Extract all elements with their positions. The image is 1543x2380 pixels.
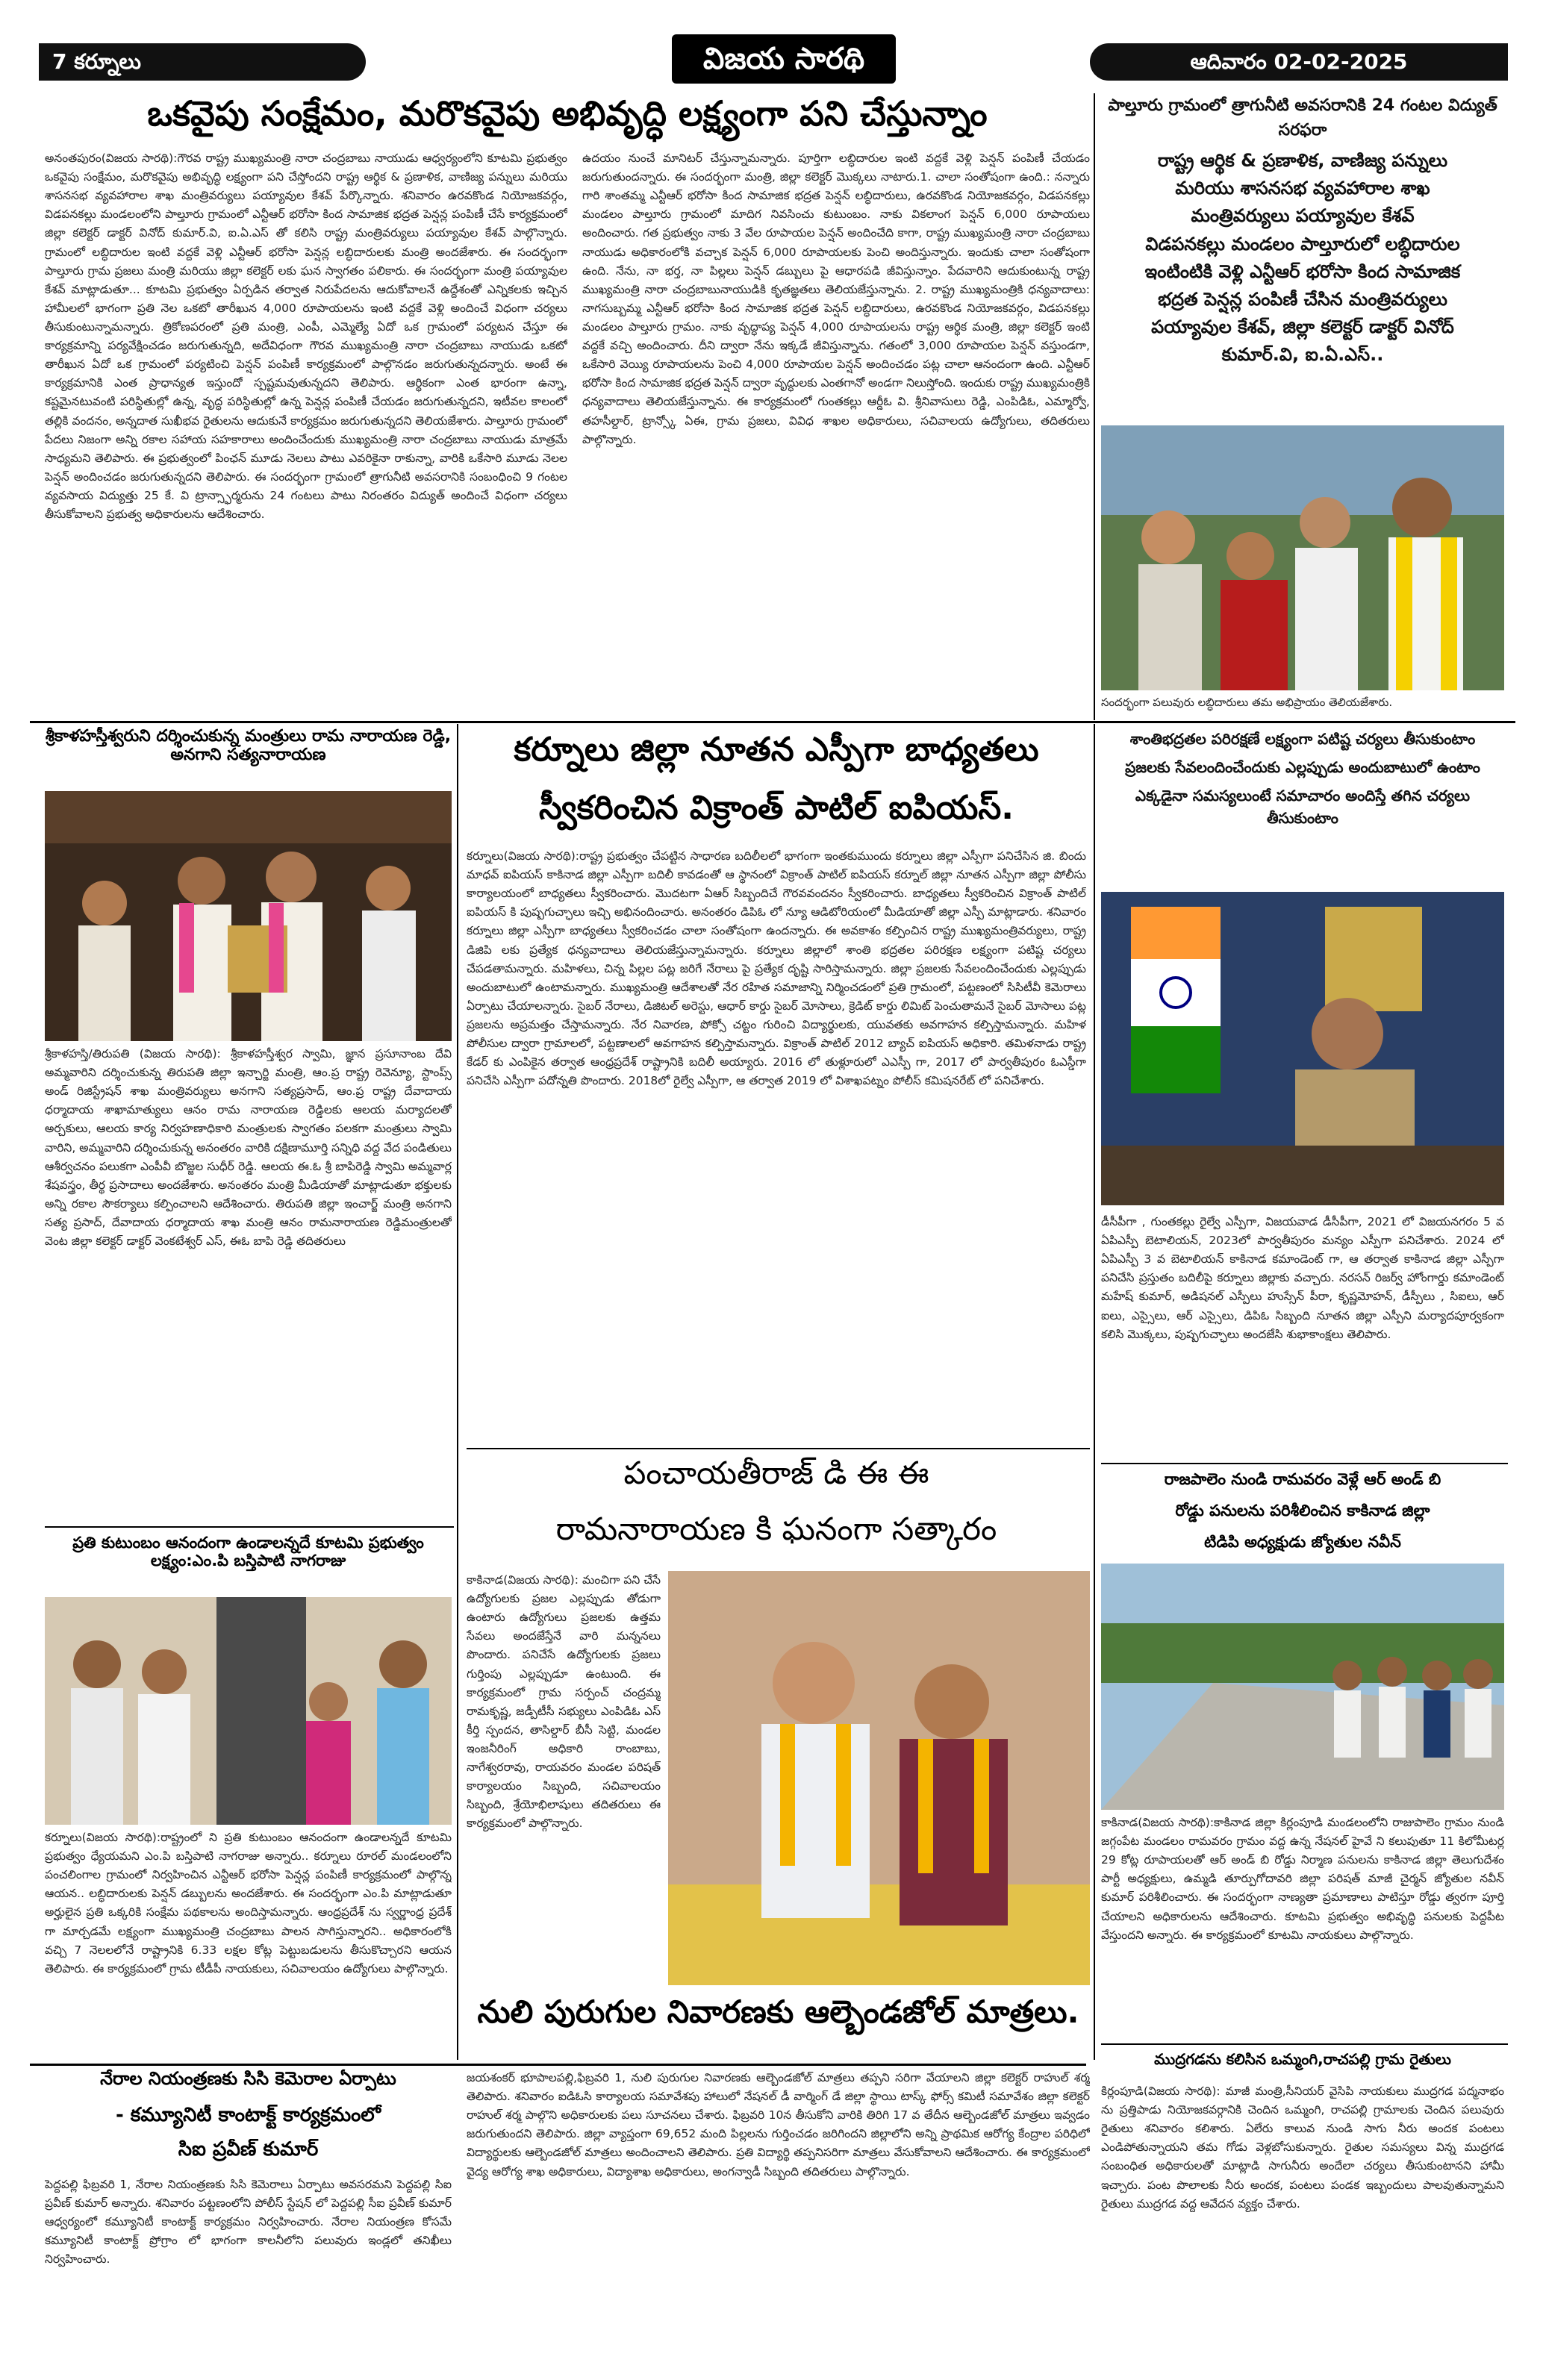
sidebar-top-line: భద్రత పెన్షన్ల పంపిణీ చేసిన మంత్రివర్యులు (1158, 288, 1447, 310)
cctv-headline-line1: నేరాల నియంత్రణకు సిసి కెమెరాల ఏర్పాటు (100, 2069, 396, 2089)
srikalahasti-headline: శ్రీకాళహస్తీశ్వరుని దర్శించుకున్న మంత్రులు రామ నారాయణ రెడ్డి, అనగాని సత్యనారాయణ (45, 727, 452, 765)
sidebar-sp-line: ఎక్కడైనా సమస్యలుంటే సమాచారం అందిస్తే తగిన చర్యలు తీసుకుంటాం (1135, 787, 1471, 827)
road-headline-line3: టిడిపి అధ్యక్షుడు జ్యోతుల నవీన్ (1204, 1533, 1401, 1551)
column-divider (457, 724, 458, 2060)
nagaraju-headline: ప్రతి కుటుంబం ఆనందంగా ఉండాలన్నదే కూటమి ప్రభుత్వం లక్ష్యం:ఎం.పి బస్తిపాటి నాగరాజు (72, 1534, 424, 1570)
sidebar-top-caption: సందర్భంగా పలువురు లబ్ధిదారులు తమ అభిప్రాయం తెలియజేశారు. (1101, 696, 1393, 709)
sidebar-top (1101, 93, 1504, 422)
road-headline-line2: రోడ్డు పనులను పరిశీలించిన కాకినాడ జిల్లా (1175, 1502, 1430, 1519)
road-body: కాకినాడ(విజయ సారథి):కాకినాడ జిల్లా కిర్లంపూడి మండలంలోని రాజుపాలెం గ్రామం నుండి జగ్గంపేట మండలం రామవరం గ్రామం వద్ద ఉన్న నేషనల్ హైవే ని కలుపుతూ 11 కిలోమీటర్ల 29 కోట్ల రూపాయలతో ఆర్ అండ్ బి రోడ్డు నిర్మాణ పనులను కాకినాడ జిల్లా తెలుగుదేశం పార్టీ అధ్యక్షులు, ఉమ్మడి తూర్పుగోదావరి జిల్లా పరిషత్ మాజీ చైర్మన్ జ్యోతుల నవీన్ కుమార్ పరిశీలించారు. ఈ సందర్భంగా నాణ్యతా ప్రమాణాలు పాటిస్తూ రోడ్డు త్వరగా పూర్తి చేయాలని అధికారులను ఆదేశించారు. కూటమి ప్రభుత్వం అభివృద్ధి పనులకు పెద్దపీట వేస్తుందని అన్నారు. ఈ కార్యక్రమంలో కూటమి నాయకులు పాల్గొన్నారు. (1101, 1816, 1504, 1942)
sidebar-top-line: రాష్ట్ర ఆర్థిక & ప్రణాళిక, వాణిజ్య పన్నులు (1157, 150, 1448, 171)
masthead (0, 0, 1543, 96)
cctv-headline-line3: సిఐ ప్రవీణ్ కుమార్ (178, 2139, 319, 2161)
sidebar-top-line: ఇంటింటికి వెళ్లి ఎన్టీఆర్ భరోసా కింద సామాజిక (1144, 260, 1461, 282)
srikalahasti-body: శ్రీకాళహస్తి/తిరుపతి (విజయ సారథి): శ్రీకాళహస్తీశ్వర స్వామి, జ్ఞాన ప్రసూనాంబ దేవి అమ్మవారిని దర్శించుకున్న తిరుపతి జిల్లా ఇన్చార్జి మంత్రి, ఆం.ప్ర రాష్ట్ర రెవెన్యూ, స్టాంప్స్ అండ్ రిజిస్ట్రేషన్ శాఖ మంత్రివర్యులు అనగాని సత్యప్రసాద్, ఆం.ప్ర రాష్ట్ర దేవాదాయ ధర్మాదాయ శాఖామాత్యులు ఆనం రామ నారాయణ రెడ్డిలకు ఆలయ మర్యాదలతో అర్చకులు, ఆలయ కార్య నిర్వహణాధికారి మంత్రులకు స్వాగతం పలకగా మంత్రులు స్వామి వారిని, అమ్మవారిని దర్శించుకున్న అనంతరం వారికి దక్షిణామూర్తి సన్నిధి వద్ద వేద పండితులు ఆశీర్వచనం పలుకగా ఎంపీవీ బొజ్జల సుధీర్ రెడ్డి. ఆలయ ఈ.ఓ శ్రీ బాపిరెడ్డి స్వామి అమ్మవార్ల శేషవస్త్రం, తీర్థ ప్రసాదాలు అందజేశారు. అనంతరం మంత్రి మీడియాతో మాట్లాడుతూ భక్తులకు అన్ని రకాల సౌకర్యాలు కల్పించాలని ఆదేశించారు. తిరుపతి జిల్లా ఇంచార్జ్ మంత్రి అనగాని సత్య ప్రసాద్, దేవాదాయ ధర్మాదాయ శాఖ మంత్రి ఆనం రామనారాయణ రెడ్డిమంత్రులతో వెంట జిల్లా కలెక్టర్ డాక్టర్ వెంకటేశ్వర్ ఎస్, ఈఓ బాపి రెడ్డి తదితరులు (45, 1047, 452, 1249)
divider (30, 721, 1515, 723)
sidebar-sp (1101, 728, 1504, 884)
temple-visit-photo (45, 791, 452, 1041)
column-divider (1094, 724, 1095, 2060)
road-headline-line1: రాజపాలెం నుండి రామవరం వెళ్లే ఆర్ అండ్ బి (1164, 1470, 1441, 1488)
paper-name: విజయ సారథి (672, 34, 896, 84)
sidebar-top-line: కుమార్.వి, ఐ.ఏ.ఎస్.. (1221, 344, 1384, 366)
nagaraju-body: కర్నూలు(విజయ సారథి):రాష్ట్రంలో ని ప్రతి కుటుంబం ఆనందంగా ఉండాలన్నదే కూటమి ప్రభుత్వం ధ్యేయమని ఎం.పి బస్తిపాటి నాగరాజు అన్నారు.. కర్నూలు రూరల్ మండలంలోని పంచలింగాల గ్రామంలో నిర్వహించిన ఎన్టీఆర్ భరోసా పెన్షన్ల పంపిణీ కార్యక్రమంలో పాల్గొన్న ఆయన.. లబ్ధిదారులకు పెన్షన్ డబ్బులను అందజేశారు. ఈ సందర్భంగా ఎం.పి మాట్లాడుతూ అర్హులైన ప్రతి ఒక్కరికి సంక్షేమ పథకాలను అందిస్తామన్నారు. ఆంధ్రప్రదేశ్ ను స్వర్ణాంధ్ర ప్రదేశ్ గా మార్చడమే లక్ష్యంగా ముఖ్యమంత్రి చంద్రబాబు పాలన సాగిస్తున్నారని.. అధికారంలోకి వచ్చి 7 నెలలలోనే రాష్ట్రానికి 6.33 లక్షల కోట్ల పెట్టుబడులను తీసుకొచ్చారని ఆయన తెలిపారు. ఈ కార్యక్రమంలో గ్రామ టీడీపీ నాయకులు, సచివాలయం ఉద్యోగులు పాల్గొన్నారు. (45, 1831, 452, 1975)
divider (467, 1448, 1090, 1449)
sidebar-sp-line: ప్రజలకు సేవలందించేందుకు ఎల్లప్పుడు అందుబాటులో ఉంటాం (1125, 758, 1480, 776)
albendazole-headline: నులి పురుగుల నివారణకు ఆల్బెండజోల్ మాత్రలు. (477, 1994, 1079, 2030)
pension-distribution-photo (1101, 425, 1504, 690)
panchayat-body: కాకినాడ(విజయ సారథి): మంచిగా పని చేసే ఉద్యోగులకు ప్రజల ఎల్లప్పుడు తోడుగా ఉంటారు ఉద్యోగులు ప్రజలకు ఉత్తమ సేవలు అందజేస్తేనే వారి మన్ననలు పొందారు. పనిచేసే ఉద్యోగులకు ప్రజలు గుర్తింపు ఎల్లప్పుడూ ఉంటుంది. ఈ కార్యక్రమంలో గ్రామ సర్పంచ్ చంద్రమ్మ రామకృష్ణ, జడ్పీటీసీ సభ్యులు ఎంపిడిఓ ఎస్ కీర్తి స్పందన, తాసిల్దార్ బీసీ సెట్టి, మండల ఇంజనీరింగ్ అధికారి రాంబాబు, నాగేశ్వరరావు, రాయవరం మండల పరిషత్ కార్యాలయం సిబ్బంది, సచివాలయం సిబ్బంది, శ్రేయోభిలాషులు తదితరులు ఈ కార్యక్రమంలో పాల్గొన్నారు. (467, 1573, 661, 1831)
sidebar-top-line: పయ్యావుల కేశవ్, జిల్లా కలెక్టర్ డాక్టర్ వినోద్ (1151, 316, 1454, 338)
sidebar-sp-caption: డీసీపీగా , గుంతకల్లు రైల్వే ఎస్పీగా, విజయవాడ డీసీపీగా, 2021 లో విజయనగరం 5 వ ఏపిఎస్పీ బెటాలియన్, 2023లో పార్వతీపురం మన్యం ఎస్పీగా పనిచేశారు. 2024 లో ఏపిఎస్పీ 3 వ బెటాలియన్ కాకినాడ కమాండెంట్ గా, ఆ తర్వాత కాకినాడ జిల్లా ఎస్పీగా పనిచేసి ప్రస్తుతం బదిలీపై కర్నూలు జిల్లాకు వచ్చారు. నరసన్ రిజర్వ్ హోంగార్డు కమాండెంట్ మహేష్ కుమార్, అడిషనల్ ఎస్పీలు హుస్సేన్ పీరా, కృష్ణమోహన్, డీస్పీలు , సిఐలు, ఆర్ ఐలు, ఎస్సైలు, ఆర్ ఎస్సైలు, డిపిఓ సిబ్బంది నూతన జిల్లా ఎస్పీని మర్యాదపూర్వకంగా కలిసి మొక్కలు, పుష్పగుచ్ఛాలు అందజేసి శుభాకాంక్షలు తెలిపారు. (1101, 1215, 1504, 1341)
sp-body: కర్నూలు(విజయ సారథి):రాష్ట్ర ప్రభుత్వం చేపట్టిన సాధారణ బదిలీలలో భాగంగా ఇంతకుముందు కర్నూలు జిల్లా ఎస్పీగా పనిచేసిన జి. బిందు మాధవ్ ఐపియస్ కాకినాడ జిల్లా ఎస్పీగా బదిలీ కావడంతో ఆ స్థానంలో విక్రాంత్ పాటిల్ ఐపియస్ కర్నూల్ జిల్లా నూతన ఎస్పీగా జిల్లా పోలీసు కార్యాలయంలో బాధ్యతలు స్వీకరించారు. మొదటగా ఏఆర్ సిబ్బందిచే గౌరవవందనం స్వీకరించారు. బాధ్యతలు స్వీకరించిన విక్రాంత్ పాటిల్ ఐపియస్ కి పుష్పగుచ్ఛాలు ఇచ్చి అభినందించారు. అనంతరం డిపిఓ లో న్యూ ఆడిటోరియంలో మీడియాతో జిల్లా ఎస్పీ మాట్లాడారు. శనివారం కర్నూలు జిల్లా ఎస్పీగా బాధ్యతలు స్వీకరించడం చాలా సంతోషంగా ఉందన్నారు. ఈ అవకాశం కల్పించిన రాష్ట్ర ముఖ్యమంత్రివర్యులు, రాష్ట్ర డిజిపి లకు ప్రత్యేక ధన్యవాదాలు తెలియజేస్తున్నామన్నారు. కర్నూలు జిల్లాలో శాంతి భద్రతల పరిరక్షణ లక్ష్యంగా పటిష్ట చర్యలు చేపడతామన్నారు. మహిళలు, చిన్న పిల్లల పట్ల జరిగే నేరాలు పై ప్రత్యేక దృష్టి సారిస్తామన్నారు. జిల్లా ప్రజలకు సేవలందించేందుకు ఎల్లప్పుడు అందుబాటులో ఉంటామన్నారు. ముఖ్యమంత్రి ఆదేశాలతో నేర రహిత సమాజాన్ని నిర్మించడంలో ప్రతి గ్రామంలో, పట్టణంలో సిసిటీవీ కెమెరాలు ఏర్పాటు చేయాలన్నారు. సైబర్ నేరాలు, డిజిటల్ అరెస్టు, ఆధార్ కార్డు సైబర్ మోసాలు, క్రెడిట్ కార్డు లిమిట్ పెంచుతామనే సైబర్ మోసాలు పట్ల ప్రజలను అప్రమత్తం చేస్తామన్నారు. నేర నివారణ, పోక్సో చట్టం గురించి విద్యార్థులకు, యువతకు అవగాహన కల్పిస్తామన్నారు. మహిళ పోలీసుల ద్వారా గ్రామాలలో, పట్టణాలలో అవగాహన కల్పిస్తామన్నారు. విక్రాంత్ పాటిల్ 2012 బ్యాచ్ ఐపియస్ అధికారి. తమిళనాడు రాష్ట్ర కేడర్ కు ఎంపికైన తర్వాత ఆంధ్రప్రదేశ్ రాష్ట్రానికి బదిలీ అయ్యారు. 2016 లో తుళ్లూరులో ఎఎస్పీ గా, 2017 లో పార్వతీపురం ఓఎస్డీగా పనిచేసి ఎస్పీగా పదోన్నతి పొందారు. 2018లో రైల్వే ఎస్పీగా, ఆ తర్వాత 2019 లో విశాఖపట్నం పోలీస్ కమిషనరేట్ లో పనిచేశారు. (467, 849, 1086, 1088)
sp-headline-line2: స్వీకరించిన విక్రాంత్ పాటిల్ ఐపియస్. (539, 790, 1014, 827)
albendazole-body: జయశంకర్ భూపాలపల్లి,ఫిబ్రవరి 1, నులి పురుగుల నివారణకు ఆల్బెండజోల్ మాత్రలు తప్పని సరిగా వేయాలని జిల్లా కలెక్టర్ రాహుల్ శర్మ తెలిపారు. శనివారం ఐడిఓసి కార్యాలయ సమావేశపు హాలులో నేషనల్ డీ వార్మింగ్ డే జిల్లా స్థాయి టాస్క్ ఫోర్స్ కమిటీ సమావేశం జిల్లా కలెక్టర్ రాహుల్ శర్మ పాల్గొని అధికారులకు పలు సూచనలు చేశారు. ఫిబ్రవరి 10న తీసుకోని వారికి తిరిగి 17 వ తేదీన ఆల్బెండజోల్ మాత్రలు ఇవ్వడం జరుగుతుందని తెలిపారు. జిల్లా వ్యాప్తంగా 69,652 మంది పిల్లలను గుర్తించడం జరిగిందని జిల్లాలోని అన్ని ప్రాథమిక ఆరోగ్య కేంద్రాల పరిధిలో విద్యార్థులకు ఆల్బెండజోల్ మాత్రలు అందించాలని తెలిపారు. ప్రతి విద్యార్థి తప్పనిసరిగా మాత్రలు వేసుకోవాలని ఆదేశించారు. ఈ కార్యక్రమంలో వైద్య ఆరోగ్య శాఖ అధికారులు, విద్యాశాఖ అధికారులు, అంగన్వాడీ సిబ్బంది తదితరులు పాల్గొన్నారు. (467, 2071, 1090, 2178)
story1-col1: అనంతపురం(విజయ సారథి):గౌరవ రాష్ట్ర ముఖ్యమంత్రి నారా చంద్రబాబు నాయుడు ఆధ్వర్యంలోని కూటమి ప్రభుత్వం ఒకవైపు సంక్షేమం, మరొకవైపు అభివృద్ధి లక్ష్యంగా పని చేస్తోందని రాష్ట్ర ఆర్థిక & ప్రణాళిక, వాణిజ్య పన్నులు మరియు శాసనసభ వ్యవహారాల శాఖ మంత్రివర్యులు పయ్యావుల కేశవ్ పేర్కొన్నారు. శనివారం ఉరవకొండ నియోజకవర్గం, విడపనకల్లు మండలంలోని పాల్తూరు గ్రామంలో ఎన్టీఆర్ భరోసా కింద సామాజిక భద్రత పెన్షన్ల పంపిణీ చేసే కార్యక్రమంలో జిల్లా కలెక్టర్ డాక్టర్ వినోద్ కుమార్.వి, ఐ.ఏ.ఎస్ తో కలిసి రాష్ట్ర మంత్రివర్యులు పయ్యావుల కేశవ్ పాల్గొన్నారు. గ్రామంలో లబ్ధిదారుల ఇంటి వద్దకే వెళ్లి ఎన్టీఆర్ భరోసా పెన్షన్ల లబ్ధిదారులకు మంత్రి అందజేశారు. ఈ సందర్భంగా పాల్తూరు గ్రామ ప్రజలు మంత్రి మరియు జిల్లా కలెక్టర్ లకు ఘన స్వాగతం పలికారు. ఈ సందర్భంగా మంత్రి పయ్యావుల కేశవ్ మాట్లాడుతూ... కూటమి ప్రభుత్వం ఏర్పడిన తర్వాత నిరుపేదలను ఆదుకోవాలనే ఉద్దేశంతో ఎన్నికలకు ఇచ్చిన హామీలలో భాగంగా ప్రతి నెల ఒకటో తారీఖున 4,000 రూపాయలను ఇంటి వద్దకే వెళ్లి అందించే విధంగా చర్యలు తీసుకుంటున్నామన్నారు. త్రికోణపరంలో ప్రతి మంత్రి, ఎంపీ, ఎమ్మెల్యే ఏదో ఒక గ్రామంలో పర్యటన చేస్తూ ఈ కార్యక్రమాన్ని పర్యవేక్షించడం జరుగుతున్నది, అదేవిధంగా గౌరవ ముఖ్యమంత్రి నారా చంద్రబాబు నాయుడు ఒకటో తారీఖున ఏదో ఒక గ్రామంలో పర్యటించి పెన్షన్ పంపిణీ కార్యక్రమంలో పాల్గొనడం జరుగుతున్నదన్నారు. అంటే ఈ కార్యక్రమానికి ఎంత ప్రాధాన్యత ఇస్తుందో స్పష్టమవుతున్నదని తెలిపారు. ఆర్థికంగా ఎంత భారంగా ఉన్నా, కష్టమైనటువంటి పరిస్థితుల్లో ఉన్న, వృద్ధ పరిస్థితుల్లో ఉన్న పెన్షన్ల పంపిణీ చేయడం జరుగుతున్నదని, ఇటీవల కాలంలో తల్లికి వందనం, అన్నదాత సుఖీభవ రైతులను ఆదుకునే కార్యక్రమం జరుగుతున్నదని తెలియజేశారు. పాల్తూరు గ్రామంలో పేదలు నిజంగా అన్ని రకాల సహాయ సహకారాలు అందించేందుకు ముఖ్యమంత్రి నారా చంద్రబాబు నాయుడు మాత్రమే సాధ్యమని తెలిపారు. ఈ ప్రభుత్వంలో పింఛన్ మూడు నెలలు పాటు ఎవరికైనా రాకున్నా, వారికి ఒకేసారి మూడు నెలల పెన్షన్ అందించడం జరుగుతున్నదని తెలిపారు. ఈ సందర్భంగా గ్రామంలో త్రాగునీటి అవసరానికి సంబంధించి 9 గంటల వ్యవసాయ విద్యుత్తు 25 కే. వి ట్రాన్స్ఫార్మరును 24 గంటలు పాటు నిరంతరం విద్యుత్ అందించే విధంగా చర్యలు తీసుకోవాలని ప్రభుత్వ అధికారులను ఆదేశించారు. (45, 152, 567, 522)
column-divider (1094, 93, 1095, 720)
felicitation-photo (668, 1571, 1090, 1985)
page-label: 7 కర్నూలు (39, 43, 366, 81)
panchayat-headline-line2: రామనారాయణ కి ఘనంగా సత్కారం (555, 1511, 997, 1547)
story1-col2: ఉదయం నుంచే మానిటర్ చేస్తున్నామన్నారు. పూర్తిగా లబ్ధిదారుల ఇంటి వద్దకే వెళ్లి పెన్షన్ పంపిణీ చేయడం జరుగుతుందన్నారు. ఈ సందర్భంగా మంత్రి, జిల్లా కలెక్టర్ మొక్కలు నాటారు.1. చాలా సంతోషంగా ఉంది.: నన్నారు గారి శాంతమ్మ ఎన్టీఆర్ భరోసా కింద సామాజిక భద్రత పెన్షన్ లబ్ధిదారులు, ఉరవకొండ నియోజకవర్గం, విడపనకల్లు మండలం పాల్తూరు గ్రామంలో మాదిగ నివసించు కుటుంబం. నాకు వికలాంగ పెన్షన్ 6,000 రూపాయలు అందించారు. గత ప్రభుత్వం నాకు 3 వేల రూపాయల పెన్షన్ అందించేది కాగా, రాష్ట్ర ముఖ్యమంత్రి నారా చంద్రబాబు నాయుడు అధికారంలోకి వచ్చాక పెన్షన్ 6,000 రూపాయలకు పెంచి అందిస్తున్నారు. ఇందుకు చాలా సంతోషంగా ఉంది. నేను, నా భర్త, నా పిల్లలు పెన్షన్ డబ్బులు పై ఆధారపడి జీవిస్తున్నాం. పేదవారిని ఆదుకుంటున్న రాష్ట్ర ముఖ్యమంత్రి నారా చంద్రబాబునాయుడికి కృతజ్ఞతలు తెలియజేస్తున్నాను. 2. రాష్ట్ర ముఖ్యమంత్రికి ధన్యవాదాలు: నాగసుబ్బమ్మ ఎన్టీఆర్ భరోసా కింద సామాజిక భద్రత పెన్షన్ లబ్ధిదారులు, ఉరవకొండ నియోజకవర్గం, విడపనకల్లు మండలం పాల్తూరు గ్రామం. నాకు వృద్ధాప్య పెన్షన్ 4,000 రూపాయలను రాష్ట్ర ఆర్థిక మంత్రి, జిల్లా కలెక్టర్ ఇంటి వద్దకే వచ్చి అందించారు. దీని ద్వారా నేను ఇక్కడే జీవిస్తున్నాను. గతంలో 3,000 రూపాయల పెన్షన్ వస్తుండగా, ఒకేసారి వెయ్యి రూపాయలను పెంచి 4,000 రూపాయల పెన్షన్ అందించడం పట్ల చాలా ఆనందంగా ఉంది. ఎన్టీఆర్ భరోసా కింద సామాజిక భద్రత పెన్షన్ ద్వారా వృద్ధులకు ఎంతగానో అండగా నిలుస్తోంది. ఇందుకు రాష్ట్ర ముఖ్యమంత్రికి ధన్యవాదాలు తెలియజేస్తున్నాను. ఈ కార్యక్రమంలో గుంతకల్లు ఆర్డీఓ వి. శ్రీనివాసులు రెడ్డి, ఎంపిడిఓ, ఎమ్మార్వో, తహసీల్దార్, ట్రాన్స్కో ఏఈ, గ్రామ ప్రజలు, వివిధ శాఖల అధికారులు, సచివాలయ ఉద్యోగులు, తదితరులు పాల్గొన్నారు. (582, 152, 1090, 446)
sp-headline-line1: కర్నూలు జిల్లా నూతన ఎస్పీగా బాధ్యతలు (514, 731, 1039, 769)
cctv-headline-line2: - కమ్యూనిటీ కాంటాక్ట్ కార్యక్రమంలో (115, 2105, 381, 2126)
story1-headline: ఒకవైపు సంక్షేమం, మరొకవైపు అభివృద్ధి లక్ష్యంగా పని చేస్తున్నాం (147, 94, 988, 134)
sp-office-photo (1101, 892, 1504, 1205)
divider (30, 2064, 1086, 2066)
divider (45, 1526, 454, 1528)
panchayat-headline-line1: పంచాయతీరాజ్ డి ఈ ఈ (623, 1455, 929, 1491)
road-works-photo (1101, 1564, 1504, 1810)
sidebar-top-line: మరియు శాసనసభ వ్యవహారాల శాఖ (1175, 178, 1430, 199)
divider (1101, 2043, 1508, 2045)
divider (1101, 1463, 1508, 1464)
pension-mp-photo (45, 1597, 452, 1825)
date-label: ఆదివారం 02-02-2025 (1090, 43, 1508, 81)
farmers-body: కిర్లంపూడి(విజయ సారథి): మాజీ మంత్రి,సీనియర్ వైసిపి నాయకులు ముద్రగడ పద్మనాభం ను ప్రత్తిపాడు నియోజకవర్గానికి చెందిన ఒమ్మంగి, రాచపల్లి గ్రామాలకు చెందిన పలువురు రైతులు శనివారం కలిశారు. ఏలేరు కాలువ నుండి సాగు నీరు అందక పంటలు ఎండిపోతున్నాయని తమ గోడు వెళ్లబోసుకున్నారు. రైతుల సమస్యలు విన్న ముద్రగడ సంబంధిత అధికారులతో మాట్లాడి సాగునీరు అందేలా చర్యలు తీసుకుంటానని హామీ ఇచ్చారు. పంట పొలాలకు నీరు అందక, పంటలు పండక ఇబ్బందులు పాలవుతున్నామని రైతులు ముద్రగడ వద్ద ఆవేదన వ్యక్తం చేశారు. (1101, 2084, 1504, 2211)
sidebar-top-line: మంత్రివర్యులు పయ్యావుల కేశవ్ (1191, 205, 1415, 227)
sidebar-top-text: పాల్తూరు గ్రామంలో త్రాగునీటి అవసరానికి 24 గంటల విద్యుత్ సరఫరా (1108, 96, 1497, 140)
sidebar-sp-line: శాంతిభద్రతల పరిరక్షణే లక్ష్యంగా పటిష్ట చర్యలు తీసుకుంటాం (1129, 730, 1476, 748)
sidebar-top-line: విడపనకల్లు మండలం పాల్తూరులో లబ్ధిదారుల (1145, 233, 1460, 254)
cctv-body: పెద్దపల్లి ఫిబ్రవరి 1, నేరాల నియంత్రణకు సిసి కెమెరాలు ఏర్పాటు అవసరమని పెద్దపల్లి సిఐ ప్రవీణ్ కుమార్ అన్నారు. శనివారం పట్టణంలోని పోలీస్ స్టేషన్ లో పెద్దపల్లి సీఐ ప్రవీణ్ కుమార్ ఆధ్వర్యంలో కమ్యూనిటీ కాంటాక్ట్ కార్యక్రమం నిర్వహించారు. నేరాల నియంత్రణ కోసమే కమ్యూనిటీ కాంటాక్ట్ ప్రోగ్రాం లో భాగంగా కాలనీలోని పలువురు ఇండ్లలో తనిఖీలు నిర్వహించారు. (45, 2178, 452, 2267)
farmers-headline: ముద్రగడను కలిసిన ఒమ్మంగి,రాచపల్లి గ్రామ రైతులు (1154, 2051, 1451, 2068)
